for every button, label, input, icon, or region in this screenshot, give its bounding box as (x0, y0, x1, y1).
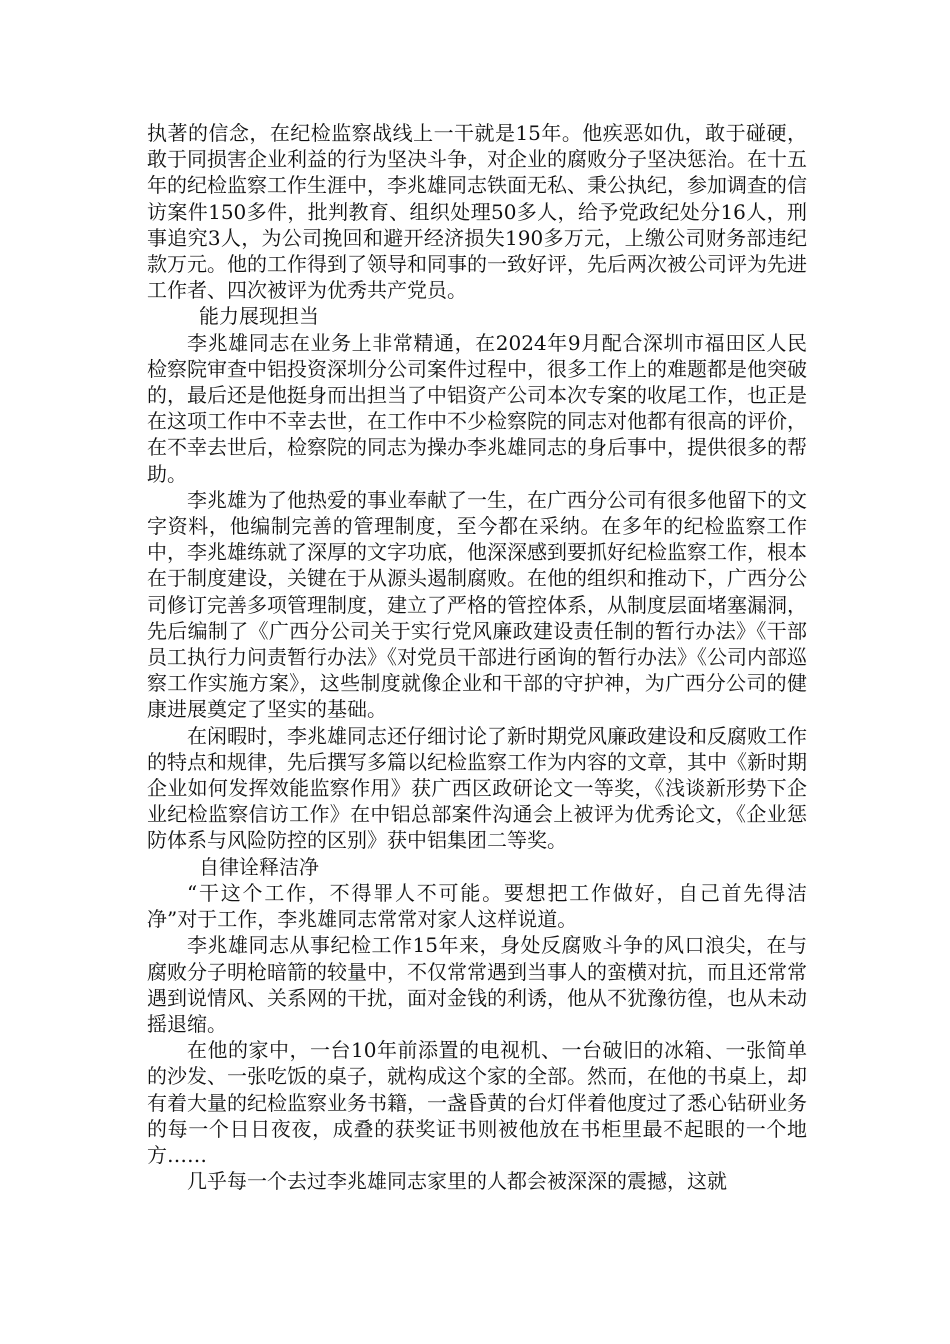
paragraph: 在闲暇时，李兆雄同志还仔细讨论了新时期党风廉政建设和反腐败工作的特点和规律，先后撰写多篇以纪检监察工作为内容的文章，其中《新时期企业如何发挥效能监察作用》获广西区政研论文一等奖，《浅谈新形势下企业纪检监察信访工作》在中铝总部案件沟通会上被评为优秀论文，《企业惩防体系与风险防控的区别》获中铝集团二等奖。 (147, 723, 807, 853)
document-body (147, 120, 807, 1194)
paragraph: 李兆雄同志从事纪检工作15年来，身处反腐败斗争的风口浪尖，在与腐败分子明枪暗箭的较量中，不仅常常遇到当事人的蛮横对抗，而且还常常遇到说情风、关系网的干扰，面对金钱的利诱，他从不犹豫彷徨，也从未动摇退缩。 (147, 933, 807, 1036)
paragraph: 李兆雄为了他热爱的事业奉献了一生，在广西分公司有很多他留下的文字资料，他编制完善的管理制度，至今都在采纳。在多年的纪检监察工作中，李兆雄练就了深厚的文字功底，他深深感到要抓好纪检监察工作，根本在于制度建设，关键在于从源头遏制腐败。在他的组织和推动下，广西分公司修订完善多项管理制度，建立了严格的管控体系，从制度层面堵塞漏洞，先后编制了《广西分公司关于实行党风廉政建设责任制的暂行办法》《干部员工执行力问责暂行办法》《对党员干部进行函询的暂行办法》《公司内部巡察工作实施方案》，这些制度就像企业和干部的守护神，为广西分公司的健康进展奠定了坚实的基础。 (147, 487, 807, 722)
paragraph: 李兆雄同志在业务上非常精通，在2024年9月配合深圳市福田区人民检察院审查中铝投资深圳分公司案件过程中，很多工作上的难题都是他突破的，最后还是他挺身而出担当了中铝资产公司本次专案的收尾工作，也正是在这项工作中不幸去世，在工作中不少检察院的同志对他都有很高的评价，在不幸去世后，检察院的同志为操办李兆雄同志的身后事中，提供很多的帮助。 (147, 330, 807, 486)
paragraph-quote: “干这个工作，不得罪人不可能。要想把工作做好，自己首先得洁净”对于工作，李兆雄同志常常对家人这样说道。 (147, 880, 807, 932)
section-heading-self-discipline: 自律诠释洁净 (199, 854, 319, 879)
paragraph-continuation: 执著的信念，在纪检监察战线上一干就是15年。他疾恶如仇，敢于碰硬，敢于同损害企业利益的行为坚决斗争，对企业的腐败分子坚决惩治。在十五年的纪检监察工作生涯中，李兆雄同志铁面无私、秉公执纪，参加调查的信访案件150多件，批判教育、组织处理50多人，给予党政纪处分16人，刑事追究3人，为公司挽回和避开经济损失190多万元，上缴公司财务部违纪款万元。他的工作得到了领导和同事的一致好评，先后两次被公司评为先进工作者、四次被评为优秀共产党员。 (147, 121, 807, 303)
section-heading-ability: 能力展现担当 (199, 304, 319, 329)
paragraph-truncated: 几乎每一个去过李兆雄同志家里的人都会被深深的震撼，这就 (187, 1169, 727, 1194)
paragraph: 在他的家中，一台10年前添置的电视机、一台破旧的冰箱、一张简单的沙发、一张吃饭的桌子，就构成这个家的全部。然而，在他的书桌上，却有着大量的纪检监察业务书籍，一盏昏黄的台灯伴着他度过了悉心钻研业务的每一个日日夜夜，成叠的获奖证书则被他放在书柜里最不起眼的一个地方…… (147, 1038, 807, 1167)
